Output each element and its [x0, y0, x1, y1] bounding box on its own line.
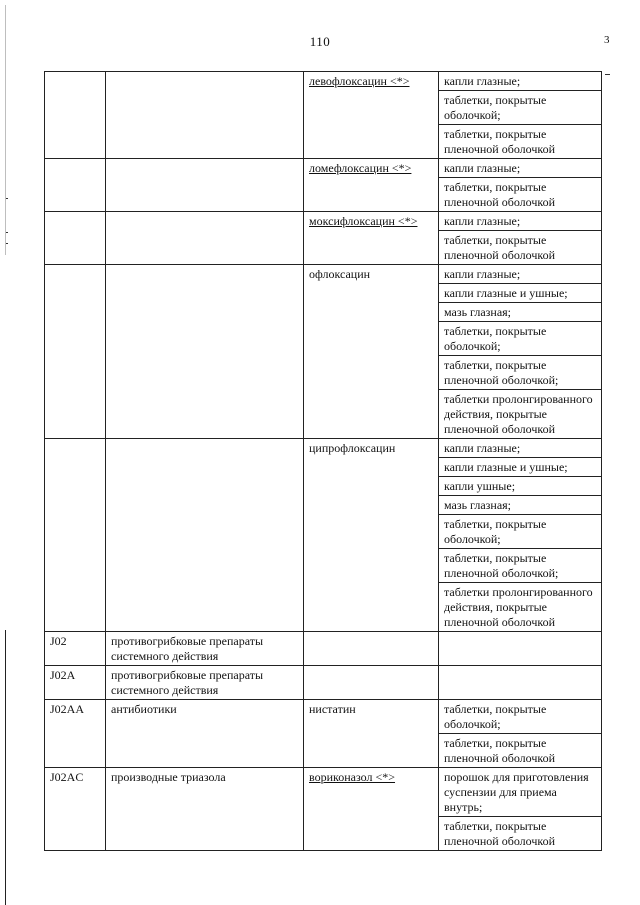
margin-tick — [605, 74, 610, 75]
atc-code-cell: J02 — [45, 632, 106, 666]
table-row — [45, 768, 602, 817]
dosage-form-cell: таблетки пролонгированного действия, покрытые пленочной оболочкой — [439, 583, 602, 632]
drug-name-cell: вориконазол <*> — [304, 768, 439, 851]
drug-name-cell — [304, 632, 439, 666]
page-number: 110 — [309, 34, 331, 49]
atc-code-cell: J02AA — [45, 700, 106, 768]
dosage-form-cell: таблетки, покрытые оболочкой; — [439, 91, 602, 125]
table-body — [45, 72, 602, 851]
group-name-cell: противогрибковые препараты системного действия — [106, 666, 304, 700]
group-name-cell: антибиотики — [106, 700, 304, 768]
dosage-form-cell: капли глазные; — [439, 212, 602, 231]
atc-code-cell — [45, 265, 106, 439]
dosage-form-cell — [439, 666, 602, 700]
table-row — [45, 212, 602, 231]
dosage-form-cell: порошок для приготовления суспензии для приема внутрь; — [439, 768, 602, 817]
dosage-form-cell: таблетки, покрытые пленочной оболочкой; — [439, 549, 602, 583]
dosage-form-cell: таблетки, покрытые пленочной оболочкой — [439, 231, 602, 265]
atc-code-cell — [45, 72, 106, 159]
atc-code-cell — [45, 212, 106, 265]
table-row — [45, 666, 602, 700]
group-name-cell — [106, 72, 304, 159]
dosage-form-cell: капли глазные; — [439, 439, 602, 458]
table-row — [45, 632, 602, 666]
dosage-form-cell: капли глазные и ушные; — [439, 284, 602, 303]
drug-name-cell: моксифлоксацин <*> — [304, 212, 439, 265]
atc-code-cell: J02AC — [45, 768, 106, 851]
group-name-cell — [106, 159, 304, 212]
atc-code-cell: J02A — [45, 666, 106, 700]
drug-name-cell: левофлоксацин <*> — [304, 72, 439, 159]
dosage-form-cell: таблетки, покрытые оболочкой; — [439, 700, 602, 734]
table-row — [45, 159, 602, 178]
scan-mark — [6, 198, 8, 199]
dosage-form-cell: мазь глазная; — [439, 303, 602, 322]
group-name-cell: производные триазола — [106, 768, 304, 851]
dosage-form-cell: капли глазные и ушные; — [439, 458, 602, 477]
drug-name-cell — [304, 666, 439, 700]
corner-mark: 3 — [604, 34, 610, 46]
dosage-form-cell: таблетки, покрытые пленочной оболочкой — [439, 734, 602, 768]
atc-code-cell — [45, 439, 106, 632]
dosage-form-cell: капли глазные; — [439, 159, 602, 178]
dosage-form-cell: капли ушные; — [439, 477, 602, 496]
scan-mark — [6, 232, 8, 233]
medication-table — [44, 71, 602, 851]
drug-name-cell: офлоксацин — [304, 265, 439, 439]
table-row — [45, 700, 602, 734]
dosage-form-cell: капли глазные; — [439, 72, 602, 91]
dosage-form-cell: таблетки, покрытые пленочной оболочкой; — [439, 356, 602, 390]
drug-name-cell: ломефлоксацин <*> — [304, 159, 439, 212]
dosage-form-cell: таблетки, покрытые оболочкой; — [439, 322, 602, 356]
dosage-form-cell: таблетки, покрытые оболочкой; — [439, 515, 602, 549]
group-name-cell — [106, 212, 304, 265]
dosage-form-cell: таблетки, покрытые пленочной оболочкой — [439, 125, 602, 159]
table-row — [45, 439, 602, 458]
atc-code-cell — [45, 159, 106, 212]
dosage-form-cell: капли глазные; — [439, 265, 602, 284]
drug-name-cell: нистатин — [304, 700, 439, 768]
drug-name-cell: ципрофлоксацин — [304, 439, 439, 632]
dosage-form-cell: таблетки, покрытые пленочной оболочкой — [439, 817, 602, 851]
group-name-cell: противогрибковые препараты системного действия — [106, 632, 304, 666]
dosage-form-cell: мазь глазная; — [439, 496, 602, 515]
dosage-form-cell: таблетки пролонгированного действия, покрытые пленочной оболочкой — [439, 390, 602, 439]
table-row — [45, 72, 602, 91]
scan-edge-line-bottom — [5, 630, 6, 905]
group-name-cell — [106, 439, 304, 632]
group-name-cell — [106, 265, 304, 439]
dosage-form-cell — [439, 632, 602, 666]
scan-mark — [6, 243, 8, 244]
dosage-form-cell: таблетки, покрытые пленочной оболочкой — [439, 178, 602, 212]
table-row — [45, 265, 602, 284]
